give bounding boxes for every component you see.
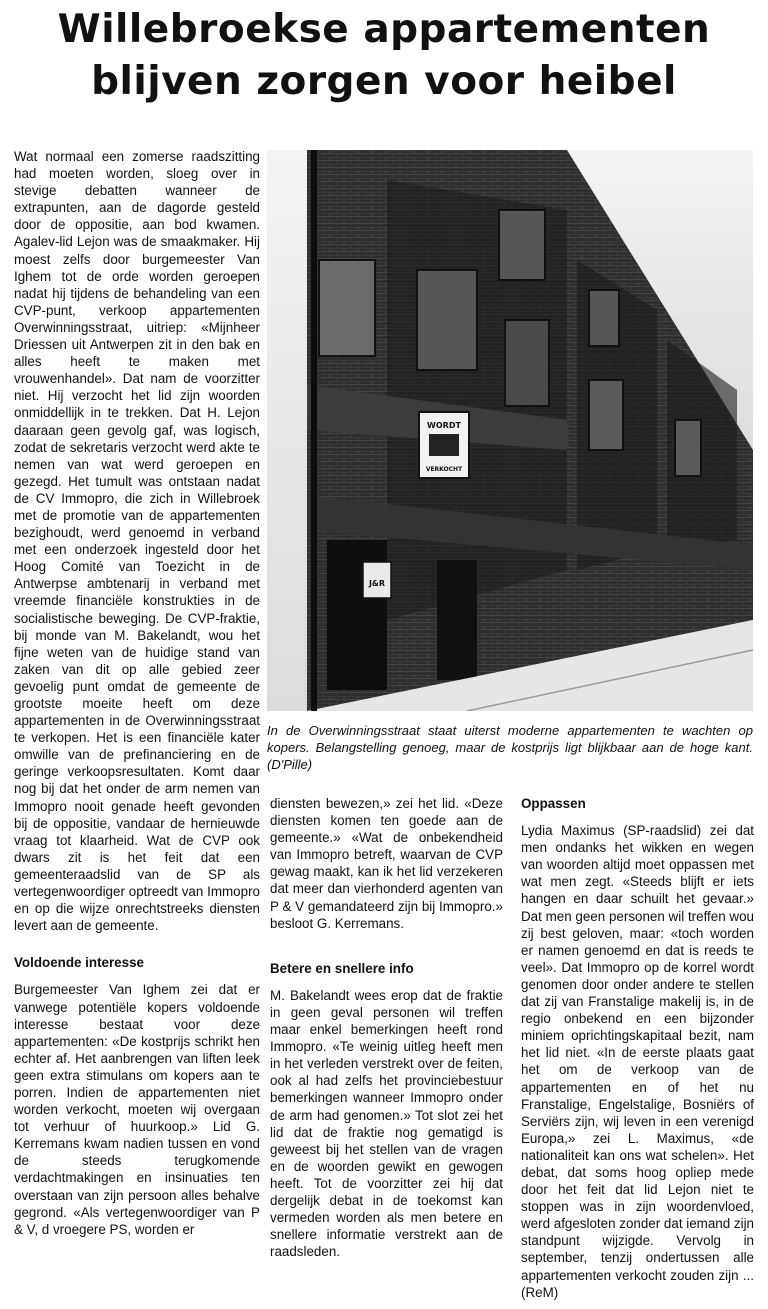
- column-2: [270, 795, 503, 1260]
- article-paragraph: Lydia Maximus (SP-raadslid) zei dat men ondanks het wikken en wegen van woorden altijd moet oppassen met wat men zegt. «Steeds blijft er iets hangen en daar schuilt het gevaar.» Dat men geen personen wil treffen wou zij best geloven, maar: «toch worden er namen genoemd en dat is reeds te veel». Dat Immopro op de korrel wordt genomen door onder andere te stellen dat zij van Franstalige makelij is, in de regio onbekend en een bijzonder miniem oprichtingskapitaal bezit, nam het lid niet. «In de eerste plaats gaat het om de verkoop van de appartementen en of het nu Franstalige, Engelstalige, Bosniërs of Serviërs zijn, wij leven in een verenigd Europa,» zei L. Maximus, «de nationaliteit kan ons wat schelen». Het debat, dat soms hoog opliep mede door het feit dat lid Lejon niet te stoppen was in zijn woordenvloed, werd afgesloten zonder dat iemand zijn standpunt wijzigde. Vervolg in september, tenzij ondertussen alle appartementen verkocht zouden zijn ... (ReM): [521, 823, 754, 1300]
- subheading-voldoende-interesse: Voldoende interesse: [14, 955, 144, 971]
- subheading-betere-en-snellere-info: Betere en snellere info: [270, 960, 414, 976]
- headline-line-1: Willebroekse appartementen: [57, 7, 711, 52]
- column-3: [521, 795, 754, 1301]
- article-paragraph: Wat normaal een zomerse raadszitting had moeten worden, sloeg over in stevige debatten wanneer de extrapunten, aan de dagorde gesteld door de oppositie, aan bod kwamen. Agalev-lid Lejon was de smaakmaker. Hij moest zelfs door burgemeester Van Ighem tot de orde worden geroepen nadat hij tijdens de behandeling van een CVP-punt, verkoop appartementen Overwinningsstraat, uitriep: «Mijnheer Driessen uit Antwerpen zit in den bak en alles heeft te maken met vrouwenhandel». Dat nam de voorzitter niet. Hij verzocht het lid zijn woorden onmiddellijk in te trekken. Dat H. Lejon daaraan geen gevolg gaf, was logisch, zodat de sekretaris verzocht werd akte te nemen van wat werd geroepen en gezegd. Het tumult was ontstaan nadat de CV Immopro, die zich in Willebroek met de promotie van de appartementen bezighoudt, werd genoemd in verband met een onderzoek ingesteld door het Hoog Comité van Toezicht in de Antwerpse ambtenarij in verband met vreemde financiële konstrukties in de socialistische beweging. De CVP-fraktie, bij monde van M. Bakelandt, wou het fijne weten van de huidige stand van zaken van dit op alle gebied zeer gevoelig punt omdat de gemeente de grootste moeite heeft om deze appartementen in de Overwinningsstraat te verkopen. Het is een financiële kater omwille van de prefinanciering en de geringe verkoopsresultaten. Komt daar nog bij dat het onder de arm nemen van Immopro nooit genade heeft gevonden bij de oppositie, vandaar de hernieuwde vraag tot klaarheid. Wat de CVP ook dwars zit is het feit dat een gemeenteraadslid van de SP als vertegenwoordiger optreedt van Immopro en op die wijze onrechtstreeks diensten levert aan de gemeente.: [14, 149, 260, 934]
- photo-caption: In de Overwinningsstraat staat uiterst moderne appartementen te wachten op kopers. Belangstelling genoeg, maar de kostprijs ligt blijkbaar aan de hoge kant. (D'Pille): [267, 723, 753, 772]
- article-paragraph: M. Bakelandt wees erop dat de fraktie in geen geval personen wil treffen maar enkel bemerkingen heeft rond Immopro. «Te weinig uitleg heeft men in het verleden verstrekt over de feiten, ook al had zelfs het provinciebestuur bemerkingen wanneer Immopro onder de arm had genomen.» Tot slot zei het lid dat de fraktie nog gematigd is geweest bij het stellen van de vragen en de woorden gewikt en gewogen heeft. Tot de voorzitter zei hij dat dergelijk debat in de toekomst kan vermeden worden als men betere en snellere informatie verstrekt aan de raadsleden.: [270, 987, 503, 1260]
- news-photo-apartments: [267, 150, 753, 711]
- sign-text-wordt: WORDT: [427, 421, 461, 430]
- subheading-oppassen: Oppassen: [521, 796, 586, 811]
- sign-text-verkocht: VERKOCHT: [425, 466, 463, 473]
- headline-line-2: blijven zorgen voor heibel: [91, 59, 677, 104]
- article-paragraph: Burgemeester Van Ighem zei dat er vanwege potentiële kopers voldoende interesse bestaat voor deze appartementen: «De kostprijs schrikt hen echter af. Het aanbrengen van liften leek geen extra stimulans om kopers aan te porren. Indien de appartementen niet worden verkocht, moeten wij overgaan tot verhuur of huurkoop.» Lid G. Kerremans kwam nadien tussen en vond de steeds terugkomende verdachtmakingen en insinuaties ten overstaan van zijn persoon alles behalve gegrond. «Als vertegenwoordiger van P & V, d vroegere PS, worden er: [14, 982, 260, 1237]
- sign-text-jr: J&R: [368, 579, 386, 588]
- column-1: [14, 148, 260, 1238]
- headline: [0, 4, 768, 108]
- article-paragraph: diensten bewezen,» zei het lid. «Deze diensten komen ten goede aan de gemeente.» «Wat de onbekendheid van Immopro betreft, waarvan de CVP gewag maakt, kan ik het lid verzekeren dat meer dan vierhonderd agenten van P & V gemandateerd zijn bij Immopro.» besloot G. Kerremans.: [270, 796, 503, 931]
